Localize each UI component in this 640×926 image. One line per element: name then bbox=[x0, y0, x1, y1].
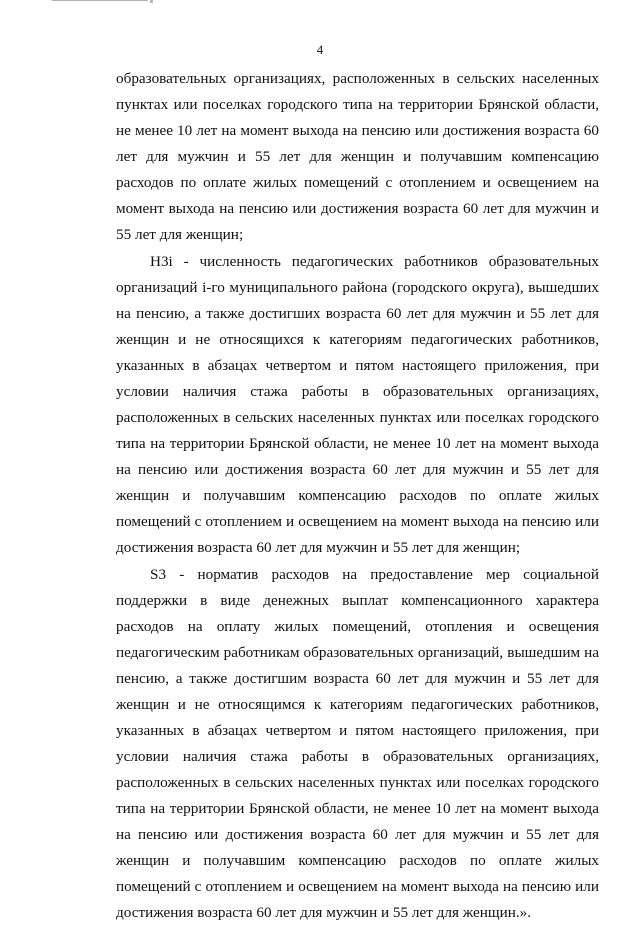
paragraph-continuation: образовательных организациях, расположенных в сельских населенных пунктах или поселках городского типа на территории Брянской области, не менее 10 лет на момент выхода на пенсию или достижения возраста 60 лет для мужчин и 55 лет для женщин и получавшим компенсацию расходов по оплате жилых помещений с отоплением и освещением на момент выхода на пенсию или достижения возраста 60 лет для мужчин и 55 лет для женщин; bbox=[116, 70, 599, 243]
document-body bbox=[116, 66, 599, 926]
scan-dot-mark bbox=[150, 0, 153, 3]
paragraph-s3-definition: S3 - норматив расходов на предоставление мер социальной поддержки в виде денежных выплат компенсационного характера расходов на оплату жилых помещений, отопления и освещения педагогическим работникам образовательных организаций, вышедшим на пенсию, а также достигшим возраста 60 лет для мужчин и 55 лет для женщин и не относящимся к категориям педагогических работников, указанных в абзацах четвертом и пятом настоящего приложения, при условии наличия стажа работы в образовательных организациях, расположенных в сельских населенных пунктах или поселках городского типа на территории Брянской области, не менее 10 лет на момент выхода на пенсию или достижения возраста 60 лет для мужчин и 55 лет для женщин и получавшим компенсацию расходов по оплате жилых помещений с отоплением и освещением на момент выхода на пенсию или достижения возраста 60 лет для мужчин и 55 лет для женщин.». bbox=[116, 566, 599, 921]
scan-edge-mark bbox=[52, 0, 148, 1]
paragraph-n3i-definition: Н3i - численность педагогических работников образовательных организаций i-го муниципального района (городского округа), вышедших на пенсию, а также достигших возраста 60 лет для мужчин и 55 лет для женщин и не относящихся к категориям педагогических работников, указанных в абзацах четвертом и пятом настоящего приложения, при условии наличия стажа работы в образовательных организациях, расположенных в сельских населенных пунктах или поселках городского типа на территории Брянской области, не менее 10 лет на момент выхода на пенсию или достижения возраста 60 лет для мужчин и 55 лет для женщин и получавшим компенсацию расходов по оплате жилых помещений с отоплением и освещением на момент выхода на пенсию или достижения возраста 60 лет для мужчин и 55 лет для женщин; bbox=[116, 253, 599, 556]
page-number: 4 bbox=[316, 42, 324, 57]
